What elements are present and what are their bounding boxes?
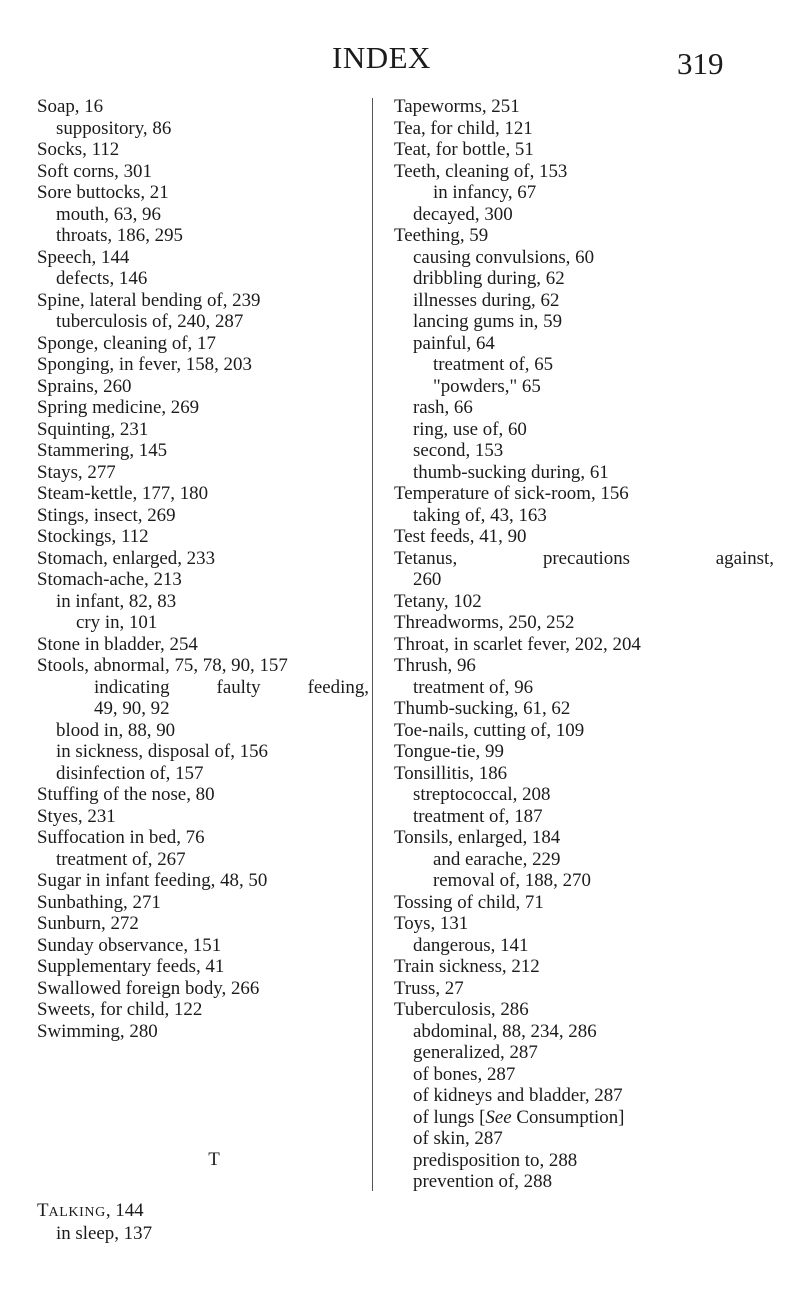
index-subentry: rash, 66: [413, 397, 473, 418]
index-subentry: taking of, 43, 163: [413, 504, 547, 526]
index-entry: Teeth, cleaning of, 153: [394, 160, 568, 182]
index-entry: Tapeworms, 251: [394, 96, 520, 117]
index-subsubentry: "powders," 65: [433, 375, 541, 397]
index-entry: Toys, 131: [394, 913, 469, 934]
index-entry: Supplementary feeds, 41: [37, 956, 225, 977]
page-number: 319: [677, 46, 724, 81]
index-entry: Stools, abnormal, 75, 78, 90, 157: [37, 655, 288, 676]
page-title: INDEX: [332, 40, 431, 75]
index-entry: Sponge, cleaning of, 17: [37, 332, 216, 354]
index-entry: Sponging, in fever, 158, 203: [37, 354, 252, 375]
index-subentry: disinfection of, 157: [56, 762, 204, 784]
index-continuation: 260: [413, 569, 442, 590]
index-subentry: painful, 64: [413, 332, 495, 354]
index-subentry: generalized, 287: [413, 1042, 538, 1063]
index-entry: Swallowed foreign body, 266: [37, 977, 260, 999]
word: indicating: [94, 676, 170, 698]
index-subentry: tuberculosis of, 240, 287: [56, 311, 244, 332]
index-subentry: causing convulsions, 60: [413, 246, 595, 268]
index-entry: Spine, lateral bending of, 239: [37, 289, 261, 311]
index-entry: Temperature of sick-room, 156: [394, 483, 629, 504]
index-entry: Speech, 144: [37, 246, 130, 268]
index-subsubentry: and earache, 229: [433, 848, 561, 870]
index-subentry: illnesses during, 62: [413, 289, 560, 311]
index-subentry: predisposition to, 288: [413, 1149, 578, 1171]
index-subentry: ring, use of, 60: [413, 418, 527, 440]
column-divider: [372, 98, 373, 1191]
index-subsubentry: cry in, 101: [76, 612, 158, 633]
index-entry: Stomach-ache, 213: [37, 569, 182, 590]
index-entry: Teething, 59: [394, 225, 489, 246]
index-subentry: of kidneys and bladder, 287: [413, 1085, 623, 1106]
crossref-prefix: of lungs [: [413, 1106, 486, 1128]
index-entry: Train sickness, 212: [394, 956, 540, 977]
index-subentry: treatment of, 96: [413, 676, 534, 698]
index-entry: Sprains, 260: [37, 375, 132, 397]
index-subentry: in sickness, disposal of, 156: [56, 741, 268, 762]
index-entry: Toe-nails, cutting of, 109: [394, 719, 585, 741]
index-column-right: [394, 96, 774, 1193]
index-subentry: blood in, 88, 90: [56, 719, 176, 741]
index-subentry: in infancy, 67: [433, 182, 537, 203]
index-subentry: decayed, 300: [413, 203, 513, 225]
small-caps-rest: ALKING: [48, 1204, 106, 1220]
word: Tetanus,: [394, 547, 458, 569]
index-subentry: of skin, 287: [413, 1128, 503, 1149]
index-entry: Stone in bladder, 254: [37, 633, 198, 655]
word: against,: [715, 547, 774, 569]
index-entry-talking: [37, 1200, 369, 1224]
index-subentry: second, 153: [413, 440, 504, 461]
index-subentry: dangerous, 141: [413, 934, 529, 956]
index-entry: Stammering, 145: [37, 440, 168, 461]
index-entry: Thrush, 96: [394, 655, 476, 676]
section-spacer: [37, 1171, 369, 1200]
index-entry: Stockings, 112: [37, 526, 149, 547]
index-entry: Styes, 231: [37, 805, 116, 827]
index-subentry: throats, 186, 295: [56, 225, 183, 246]
see-label: See: [485, 1106, 512, 1128]
index-entry: Swimming, 280: [37, 1020, 158, 1042]
index-subentry: treatment of, 187: [413, 805, 543, 827]
index-entry: Tongue-tie, 99: [394, 741, 504, 762]
index-subentry: treatment of, 267: [56, 848, 186, 870]
index-entry: Soap, 16: [37, 96, 104, 117]
index-entry: Test feeds, 41, 90: [394, 526, 527, 547]
index-entry: Sunburn, 272: [37, 913, 139, 934]
index-entry: Tetany, 102: [394, 590, 482, 612]
index-continuation: 49, 90, 92: [94, 698, 170, 719]
index-entry: Stomach, enlarged, 233: [37, 547, 216, 569]
index-entry: Sunbathing, 271: [37, 891, 161, 913]
index-entry: Tonsillitis, 186: [394, 762, 508, 784]
index-entry: Soft corns, 301: [37, 160, 152, 182]
index-subentry: dribbling during, 62: [413, 268, 565, 289]
index-subentry: streptococcal, 208: [413, 784, 551, 805]
index-subentry: prevention of, 288: [413, 1171, 553, 1192]
index-entry: Throat, in scarlet fever, 202, 204: [394, 633, 641, 655]
index-subentry: abdominal, 88, 234, 286: [413, 1020, 597, 1042]
word: feeding,: [307, 676, 369, 698]
index-subentry: in infant, 82, 83: [56, 590, 177, 612]
index-entry: Spring medicine, 269: [37, 397, 200, 418]
index-entry: Tonsils, enlarged, 184: [394, 827, 561, 848]
index-entry: Sweets, for child, 122: [37, 999, 203, 1020]
index-entry: Tossing of child, 71: [394, 891, 544, 913]
index-entry: Socks, 112: [37, 139, 120, 160]
index-subsubentry: removal of, 188, 270: [433, 870, 591, 891]
index-entry-justified: [394, 548, 774, 570]
index-entry: Sore buttocks, 21: [37, 182, 169, 203]
index-subsubentry: treatment of, 65: [433, 354, 554, 375]
index-entry: Sunday observance, 151: [37, 934, 222, 956]
locator: , 144: [105, 1199, 144, 1221]
index-subentry: in sleep, 137: [56, 1223, 153, 1244]
index-entry: Suffocation in bed, 76: [37, 827, 205, 848]
index-entry: Steam-kettle, 177, 180: [37, 483, 209, 504]
index-subentry-crossref: [394, 1107, 774, 1129]
index-subentry: of bones, 287: [413, 1063, 516, 1085]
index-entry: Truss, 27: [394, 977, 464, 999]
word: faulty: [216, 676, 261, 698]
section-spacer: [37, 1042, 369, 1149]
index-entry: Tea, for child, 121: [394, 117, 533, 139]
crossref-target: Consumption]: [511, 1106, 625, 1128]
index-entry: Stings, insect, 269: [37, 504, 176, 526]
index-subentry-justified: [37, 677, 369, 699]
index-entry: Stays, 277: [37, 461, 116, 483]
small-caps-initial: T: [37, 1199, 49, 1221]
index-entry: Tuberculosis, 286: [394, 999, 529, 1020]
index-subentry: lancing gums in, 59: [413, 311, 563, 332]
index-entry: Sugar in infant feeding, 48, 50: [37, 870, 268, 891]
index-entry: Teat, for bottle, 51: [394, 139, 534, 160]
index-entry: Threadworms, 250, 252: [394, 612, 575, 633]
index-subentry: suppository, 86: [56, 117, 172, 139]
index-subentry: mouth, 63, 96: [56, 203, 161, 225]
index-entry: Stuffing of the nose, 80: [37, 784, 215, 805]
index-entry: Squinting, 231: [37, 418, 149, 440]
index-entry: Thumb-sucking, 61, 62: [394, 698, 571, 719]
index-subentry: thumb-sucking during, 61: [413, 461, 609, 483]
word: precautions: [542, 547, 631, 569]
index-column-left: [37, 96, 369, 1245]
section-letter: T: [208, 1149, 220, 1170]
index-subentry: defects, 146: [56, 268, 148, 289]
